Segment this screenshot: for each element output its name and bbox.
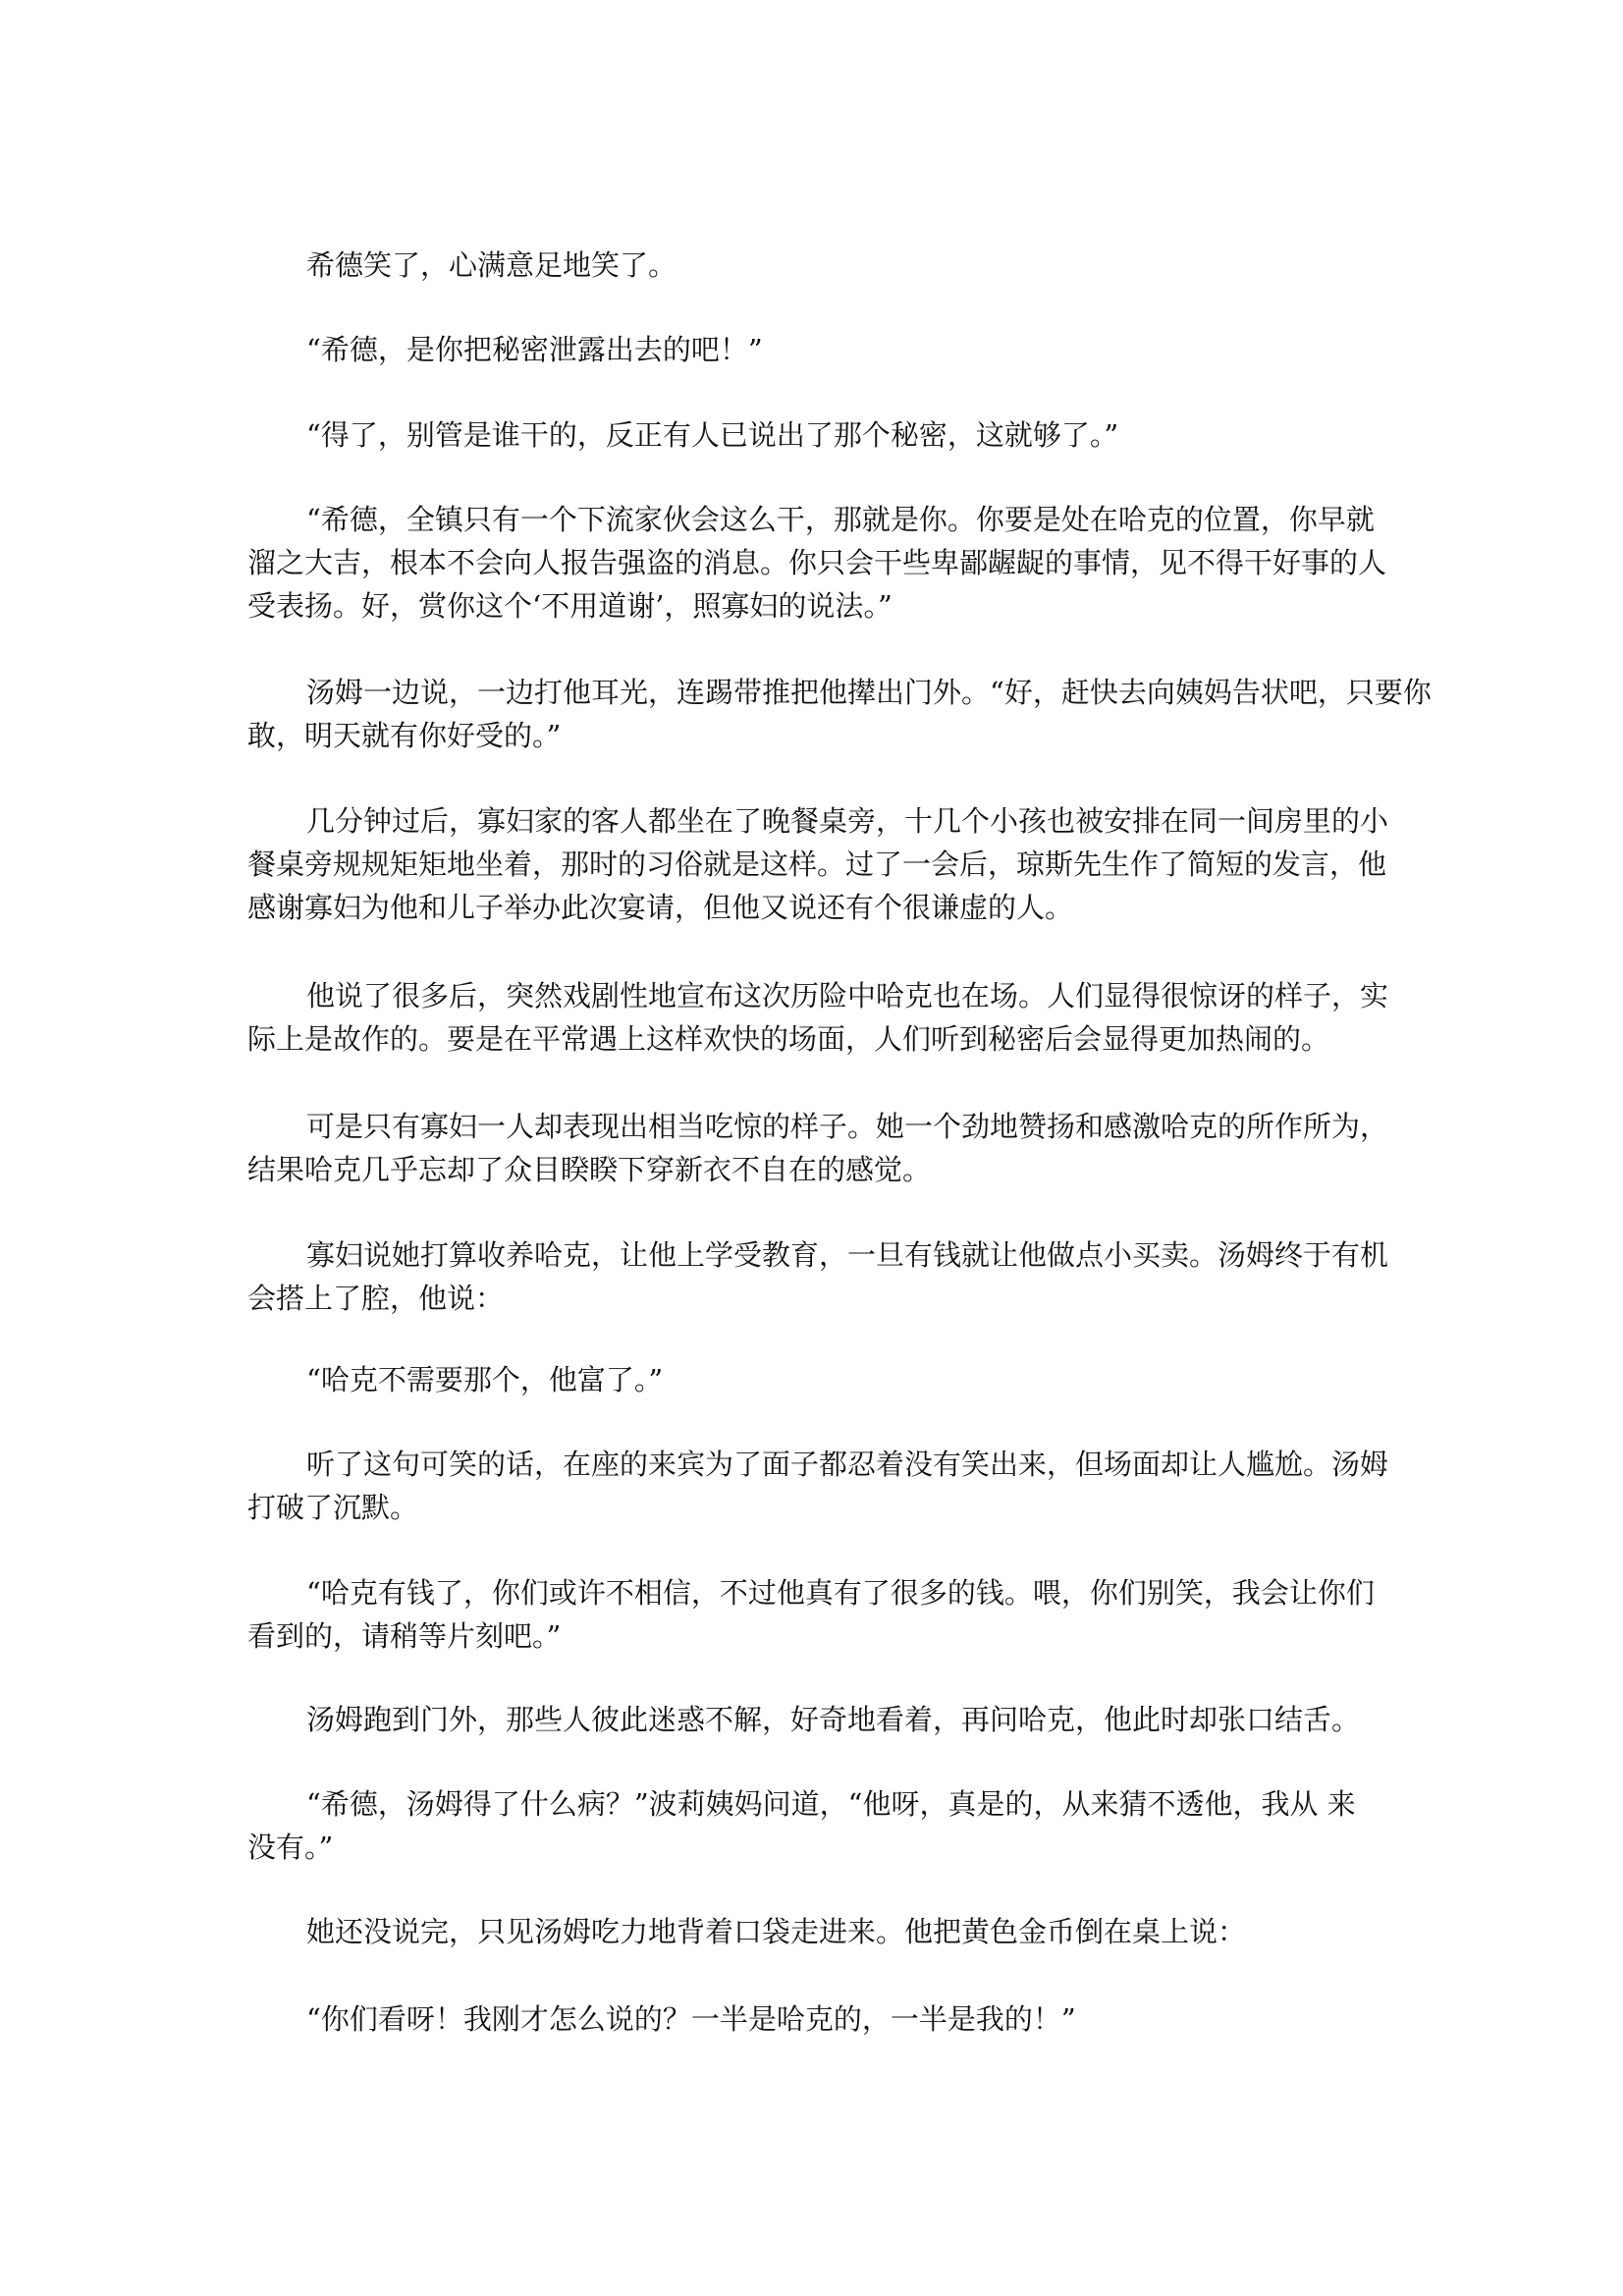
paragraph xyxy=(247,244,1401,287)
text-line: 打破了沉默。 xyxy=(247,1491,419,1524)
text-line: “哈克不需要那个，他富了。” xyxy=(306,1363,664,1396)
text-line: 汤姆一边说，一边打他耳光，连踢带推把他撵出门外。“好，赶快去向姨妈告状吧，只要你 xyxy=(306,676,1432,709)
paragraph xyxy=(247,1571,1401,1658)
text-line: “得了，别管是谁干的，反正有人已说出了那个秘密，这就够了。” xyxy=(306,418,1119,452)
text-line: 会搭上了腔，他说： xyxy=(247,1282,505,1315)
text-line: 看到的，请稍等片刻吧。” xyxy=(247,1619,562,1653)
paragraph xyxy=(247,1698,1401,1741)
paragraph xyxy=(247,799,1401,929)
text-line: 际上是故作的。要是在平常遇上这样欢快的场面，人们听到秘密后会显得更加热闹的。 xyxy=(247,1022,1330,1056)
paragraph xyxy=(247,498,1401,628)
text-line: 结果哈克几乎忘却了众目睽睽下穿新衣不自在的感觉。 xyxy=(247,1153,932,1186)
text-line: “希德，全镇只有一个下流家伙会这么干，那就是你。你要是处在哈克的位置，你早就 xyxy=(306,503,1375,536)
paragraph xyxy=(247,1233,1401,1320)
text-line: 感谢寡妇为他和儿子举办此次宴请，但他又说还有个很谦虚的人。 xyxy=(247,891,1074,924)
text-line: 几分钟过后，寡妇家的客人都坐在了晚餐桌旁，十几个小孩也被安排在同一间房里的小 xyxy=(306,804,1389,838)
paragraph xyxy=(247,671,1432,757)
paragraph xyxy=(247,974,1401,1061)
text-line: 汤姆跑到门外，那些人彼此迷惑不解，好奇地看着，再问哈克，他此时却张口结舌。 xyxy=(306,1703,1361,1736)
text-line: 她还没说完，只见汤姆吃力地背着口袋走进来。他把黄色金币倒在桌上说： xyxy=(306,1915,1247,1948)
paragraph xyxy=(247,1443,1401,1529)
text-line: 寡妇说她打算收养哈克，让他上学受教育，一旦有钱就让他做点小买卖。汤姆终于有机 xyxy=(306,1238,1389,1272)
text-line: 可是只有寡妇一人却表现出相当吃惊的样子。她一个劲地赞扬和感激哈克的所作所为， xyxy=(306,1110,1389,1143)
paragraph xyxy=(247,1358,1401,1401)
paragraph xyxy=(247,328,1401,371)
paragraph xyxy=(247,413,1401,457)
text-line: 敢，明天就有你好受的。” xyxy=(247,719,562,752)
paragraph xyxy=(247,1782,1401,1869)
paragraph xyxy=(247,1997,1401,2041)
text-line: “哈克有钱了，你们或许不相信，不过他真有了很多的钱。喂，你们别笑，我会让你们 xyxy=(306,1576,1375,1610)
text-line: 溜之大吉，根本不会向人报告强盗的消息。你只会干些卑鄙龌龊的事情，见不得干好事的人 xyxy=(247,546,1387,579)
text-line: 没有。” xyxy=(247,1831,334,1864)
text-line: “你们看呀！我刚才怎么说的？一半是哈克的，一半是我的！” xyxy=(306,2002,1076,2036)
text-line: 受表扬。好，赏你这个‘不用道谢’，照寡妇的说法。” xyxy=(247,589,893,623)
text-line: 听了这句可笑的话，在座的来宾为了面子都忍着没有笑出来，但场面却让人尴尬。汤姆 xyxy=(306,1448,1389,1481)
text-line: “希德，汤姆得了什么病？”波莉姨妈问道，“他呀，真是的，从来猜不透他，我从 来 xyxy=(306,1787,1356,1821)
paragraph xyxy=(247,1105,1401,1191)
text-line: 希德笑了，心满意足地笑了。 xyxy=(306,248,677,282)
text-line: 他说了很多后，突然戏剧性地宣布这次历险中哈克也在场。人们显得很惊讶的样子，实 xyxy=(306,979,1389,1012)
paragraph xyxy=(247,1910,1401,1953)
text-line: “希德，是你把秘密泄露出去的吧！” xyxy=(306,333,763,366)
text-line: 餐桌旁规规矩矩地坐着，那时的习俗就是这样。过了一会后，琼斯先生作了简短的发言，他 xyxy=(247,847,1387,881)
